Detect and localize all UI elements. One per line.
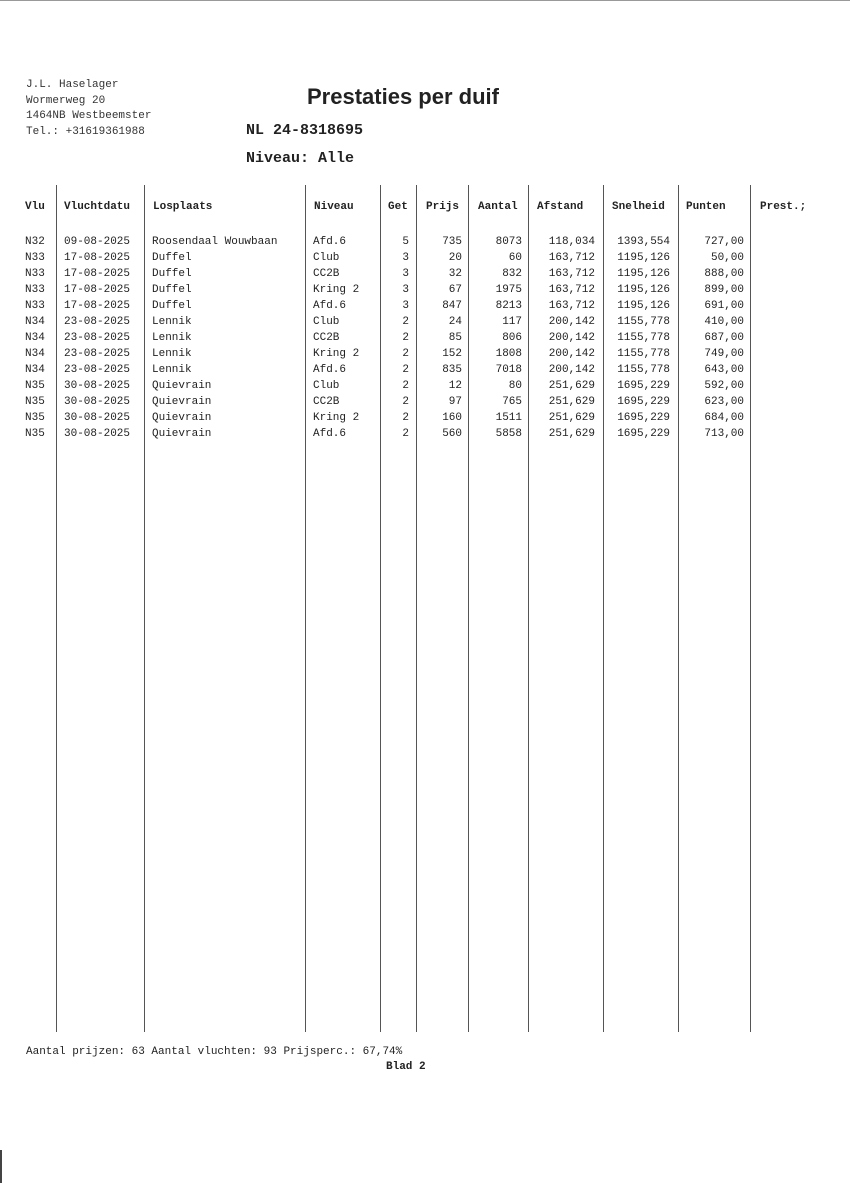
table-cell: 17-08-2025 xyxy=(64,300,131,312)
table-cell: 5858 xyxy=(495,428,522,440)
table-cell: N34 xyxy=(25,364,45,376)
table-cell: 2 xyxy=(402,316,409,328)
table-cell: 410,00 xyxy=(704,316,744,328)
table-cell: 1155,778 xyxy=(617,348,670,360)
table-cell: N35 xyxy=(25,380,45,392)
table-cell: 806 xyxy=(502,332,522,344)
table-cell: 152 xyxy=(442,348,462,360)
table-cell: 117 xyxy=(502,316,522,328)
table-cell: 1195,126 xyxy=(617,268,670,280)
column-header: Losplaats xyxy=(153,201,213,213)
table-row xyxy=(0,364,850,380)
address-line: Wormerweg 20 xyxy=(26,94,106,107)
table-cell: 592,00 xyxy=(704,380,744,392)
table-cell: 2 xyxy=(402,380,409,392)
column-header: Afstand xyxy=(537,201,584,213)
address-line: 1464NB Westbeemster xyxy=(26,110,152,122)
table-cell: 200,142 xyxy=(548,316,595,328)
table-cell: Duffel xyxy=(152,252,192,264)
table-cell: 8073 xyxy=(495,236,522,248)
table-cell: 5 xyxy=(402,236,409,248)
table-row xyxy=(0,252,850,268)
table-cell: 163,712 xyxy=(548,300,595,312)
table-cell: 23-08-2025 xyxy=(64,316,131,328)
table-cell: 727,00 xyxy=(704,236,744,248)
table-cell: 8213 xyxy=(495,300,522,312)
table-row xyxy=(0,268,850,284)
table-row xyxy=(0,380,850,396)
table-cell: 67 xyxy=(448,284,462,296)
table-cell: 1975 xyxy=(495,284,522,296)
table-cell: Club xyxy=(313,252,340,264)
table-cell: 17-08-2025 xyxy=(64,284,131,296)
table-cell: 2 xyxy=(402,428,409,440)
column-header: Prijs xyxy=(426,201,460,213)
address-block xyxy=(26,78,151,140)
table-cell: Club xyxy=(313,316,340,328)
table-cell: 1695,229 xyxy=(617,428,670,440)
table-cell: 3 xyxy=(402,252,409,264)
table-cell: 1695,229 xyxy=(617,380,670,392)
page-number: Blad 2 xyxy=(386,1061,426,1073)
table-cell: N33 xyxy=(25,268,45,280)
table-cell: N33 xyxy=(25,284,45,296)
table-cell: 1695,229 xyxy=(617,412,670,424)
ring-number: NL 24-8318695 xyxy=(246,122,364,139)
table-cell: Lennik xyxy=(152,348,192,360)
table-cell: 691,00 xyxy=(704,300,744,312)
table-cell: N34 xyxy=(25,332,45,344)
table-cell: 1155,778 xyxy=(617,316,670,328)
table-cell: 200,142 xyxy=(548,348,595,360)
table-cell: 97 xyxy=(448,396,462,408)
scan-left-edge xyxy=(0,1150,2,1183)
table-cell: 09-08-2025 xyxy=(64,236,131,248)
table-cell: Afd.6 xyxy=(313,428,347,440)
table-cell: 847 xyxy=(442,300,462,312)
table-row xyxy=(0,316,850,332)
table-cell: 17-08-2025 xyxy=(64,268,131,280)
table-cell: 1155,778 xyxy=(617,332,670,344)
table-cell: 713,00 xyxy=(704,428,744,440)
table-cell: Kring 2 xyxy=(313,412,360,424)
table-cell: Quievrain xyxy=(152,380,212,392)
table-cell: N32 xyxy=(25,236,45,248)
table-cell: 1808 xyxy=(495,348,522,360)
table-cell: 30-08-2025 xyxy=(64,412,131,424)
table-cell: 765 xyxy=(502,396,522,408)
page-title: Prestaties per duif xyxy=(307,84,499,109)
table-cell: Duffel xyxy=(152,268,192,280)
table-cell: 735 xyxy=(442,236,462,248)
table-cell: 1393,554 xyxy=(617,236,670,248)
summary-line: Aantal prijzen: 63 Aantal vluchten: 93 Prijsperc.: 67,74% xyxy=(26,1046,403,1058)
table-cell: 1195,126 xyxy=(617,252,670,264)
table-cell: 30-08-2025 xyxy=(64,380,131,392)
table-cell: 3 xyxy=(402,284,409,296)
table-cell: 560 xyxy=(442,428,462,440)
table-cell: 623,00 xyxy=(704,396,744,408)
column-header: Vluchtdatu xyxy=(64,201,131,213)
table-cell: 687,00 xyxy=(704,332,744,344)
table-row xyxy=(0,412,850,428)
table-cell: 23-08-2025 xyxy=(64,348,131,360)
table-cell: 3 xyxy=(402,300,409,312)
table-row xyxy=(0,348,850,364)
table-cell: Afd.6 xyxy=(313,300,347,312)
table-cell: CC2B xyxy=(313,332,340,344)
table-cell: 163,712 xyxy=(548,252,595,264)
table-cell: 23-08-2025 xyxy=(64,364,131,376)
table-row xyxy=(0,396,850,412)
table-cell: Kring 2 xyxy=(313,348,360,360)
table-cell: 160 xyxy=(442,412,462,424)
table-cell: Kring 2 xyxy=(313,284,360,296)
table-row xyxy=(0,300,850,316)
table-cell: Lennik xyxy=(152,364,192,376)
table-cell: 684,00 xyxy=(704,412,744,424)
table-cell: 2 xyxy=(402,364,409,376)
table-cell: N34 xyxy=(25,316,45,328)
table-cell: 899,00 xyxy=(704,284,744,296)
column-header: Prest.; xyxy=(760,201,807,213)
column-header: Punten xyxy=(686,201,726,213)
address-line: J.L. Haselager xyxy=(26,79,119,91)
table-cell: 20 xyxy=(448,252,462,264)
table-cell: N35 xyxy=(25,396,45,408)
table-cell: 7018 xyxy=(495,364,522,376)
table-cell: 1155,778 xyxy=(617,364,670,376)
table-cell: 118,034 xyxy=(548,236,595,248)
table-cell: 80 xyxy=(508,380,522,392)
table-cell: N33 xyxy=(25,252,45,264)
table-cell: 2 xyxy=(402,412,409,424)
column-header: Get xyxy=(388,201,408,213)
table-cell: 2 xyxy=(402,396,409,408)
table-cell: 888,00 xyxy=(704,268,744,280)
table-cell: 1511 xyxy=(495,412,522,424)
table-row xyxy=(0,332,850,348)
table-cell: N33 xyxy=(25,300,45,312)
table-cell: 17-08-2025 xyxy=(64,252,131,264)
table-row xyxy=(0,236,850,252)
column-header: Aantal xyxy=(478,201,518,213)
table-cell: 2 xyxy=(402,332,409,344)
table-cell: 200,142 xyxy=(548,332,595,344)
table-cell: 23-08-2025 xyxy=(64,332,131,344)
table-cell: Afd.6 xyxy=(313,364,347,376)
table-cell: Duffel xyxy=(152,284,192,296)
table-cell: Afd.6 xyxy=(313,236,347,248)
table-cell: 30-08-2025 xyxy=(64,396,131,408)
table-cell: 643,00 xyxy=(704,364,744,376)
scan-top-edge xyxy=(0,0,850,1)
table-cell: N35 xyxy=(25,412,45,424)
table-cell: 200,142 xyxy=(548,364,595,376)
table-row xyxy=(0,284,850,300)
table-cell: 3 xyxy=(402,268,409,280)
table-cell: Quievrain xyxy=(152,428,212,440)
level-label: Niveau: Alle xyxy=(246,150,355,167)
table-cell: Lennik xyxy=(152,316,192,328)
table-cell: Quievrain xyxy=(152,412,212,424)
table-cell: 251,629 xyxy=(548,380,595,392)
table-cell: 163,712 xyxy=(548,284,595,296)
table-cell: 30-08-2025 xyxy=(64,428,131,440)
table-cell: Club xyxy=(313,380,340,392)
table-cell: Duffel xyxy=(152,300,192,312)
table-cell: 251,629 xyxy=(548,428,595,440)
column-header: Snelheid xyxy=(612,201,665,213)
table-cell: 12 xyxy=(448,380,462,392)
table-cell: N34 xyxy=(25,348,45,360)
table-cell: 163,712 xyxy=(548,268,595,280)
table-cell: 251,629 xyxy=(548,412,595,424)
table-cell: 85 xyxy=(448,332,462,344)
table-cell: CC2B xyxy=(313,396,340,408)
table-cell: Lennik xyxy=(152,332,192,344)
table-cell: Roosendaal Wouwbaan xyxy=(152,236,278,248)
table-cell: 1695,229 xyxy=(617,396,670,408)
table-cell: 835 xyxy=(442,364,462,376)
table-cell: 50,00 xyxy=(710,252,744,264)
address-line: Tel.: +31619361988 xyxy=(26,125,145,138)
table-row xyxy=(0,428,850,444)
table-cell: 24 xyxy=(448,316,462,328)
table-cell: CC2B xyxy=(313,268,340,280)
column-header: Niveau xyxy=(314,201,354,213)
table-cell: 1195,126 xyxy=(617,300,670,312)
table-cell: 2 xyxy=(402,348,409,360)
column-header: Vlu xyxy=(25,201,45,213)
table-cell: 1195,126 xyxy=(617,284,670,296)
table-cell: Quievrain xyxy=(152,396,212,408)
table-cell: 832 xyxy=(502,268,522,280)
table-cell: N35 xyxy=(25,428,45,440)
table-cell: 251,629 xyxy=(548,396,595,408)
table-cell: 749,00 xyxy=(704,348,744,360)
table-cell: 32 xyxy=(448,268,462,280)
table-cell: 60 xyxy=(508,252,522,264)
